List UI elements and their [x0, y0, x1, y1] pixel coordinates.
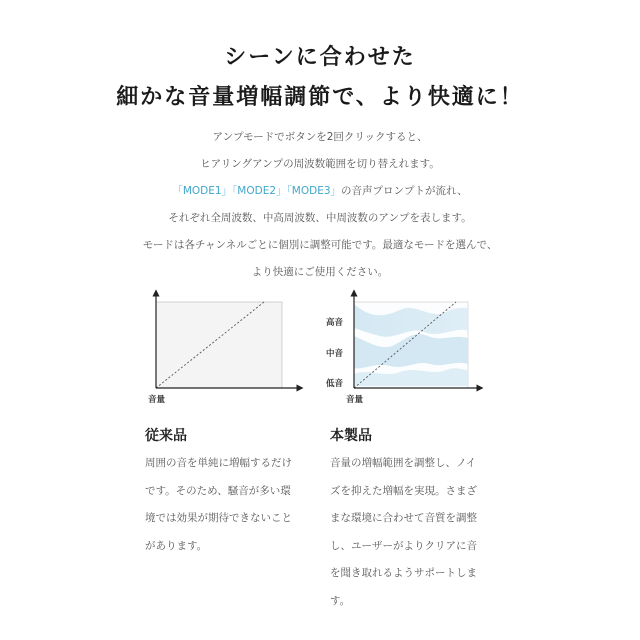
conventional-x-label: 音量: [148, 395, 166, 405]
headline-line2: 細かな音量増幅調節で、より快適に！: [116, 85, 524, 110]
product-y-high-label: 高音: [326, 318, 344, 328]
product-y-low-label: 低音: [326, 379, 344, 389]
conventional-description: [145, 450, 292, 560]
conventional-line: 周囲の音を単純に増幅するだけ: [145, 457, 292, 469]
product-line: す。: [330, 594, 351, 607]
mode3-label: 「MODE3」: [286, 185, 342, 197]
mode1-label: 「MODE1」: [172, 185, 233, 197]
product-line: 音量の増幅範囲を調整し、ノイ: [330, 457, 477, 469]
product-description: [330, 450, 477, 615]
conventional-line: 境では効果が期待できないこと: [145, 512, 292, 524]
intro-line5: モードは各チャンネルごとに個別に調整可能です。最適なモードを選んで、: [142, 239, 498, 251]
product-chart-svg: [320, 290, 500, 410]
conventional-line: があります。: [145, 539, 208, 552]
product-x-label: 音量: [346, 395, 364, 405]
intro-line6: より快適にご使用ください。: [251, 266, 389, 278]
conventional-plot-area: [156, 302, 282, 388]
product-line: を聞き取れるようサポートしま: [330, 567, 477, 579]
product-line: し、ユーザーがよりクリアに音: [330, 539, 477, 552]
conventional-chart-svg: [140, 290, 320, 410]
intro-line3-suffix: の音声プロンプトが流れ、: [341, 185, 468, 197]
intro-line2: ヒアリングアンプの周波数範囲を切り替えれます。: [200, 158, 440, 170]
product-title: 本製品: [330, 428, 372, 444]
product-line: まな環境に合わせて音質を調整: [330, 512, 477, 524]
intro-line4: それぞれ全周波数、中高周波数、中周波数のアンプを表します。: [168, 212, 472, 224]
intro-line1: アンプモードでボタンを2回クリックすると、: [212, 131, 428, 143]
mode2-label: 「MODE2」: [232, 185, 287, 197]
conventional-chart: [140, 290, 320, 414]
intro-text: [0, 124, 640, 286]
conventional-title: 従来品: [145, 428, 187, 444]
intro-line3: [0, 178, 640, 205]
conventional-line: です。そのため、騒音が多い環: [145, 484, 291, 497]
product-line: ズを抑えた増幅を実現。さまざ: [330, 484, 477, 497]
headline-line1: シーンに合わせた: [224, 45, 416, 70]
product-chart: [320, 290, 500, 414]
product-y-mid-label: 中音: [326, 349, 344, 359]
